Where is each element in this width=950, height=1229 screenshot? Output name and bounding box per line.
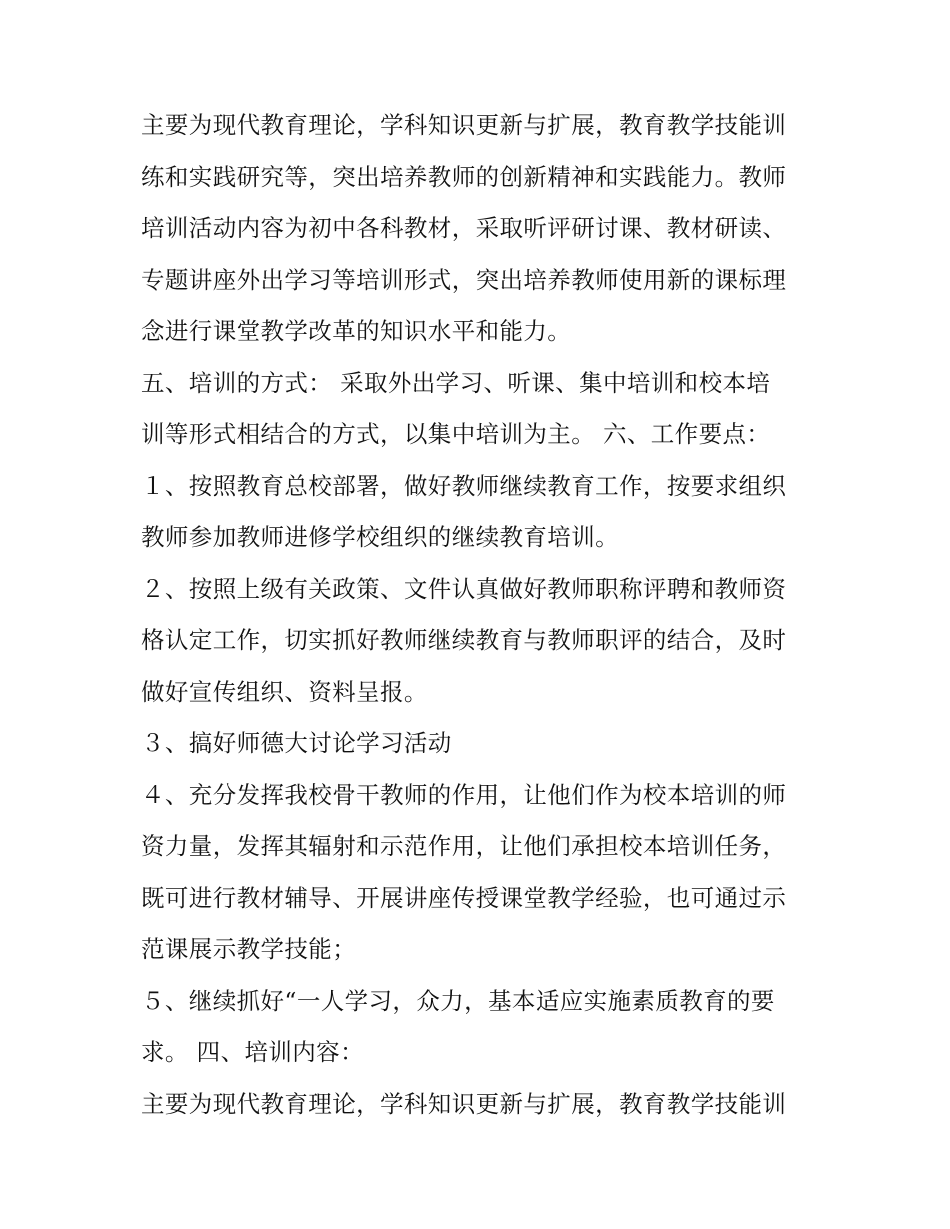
text-line: 主要为现代教育理论，学科知识更新与扩展，教育教学技能训	[141, 111, 787, 139]
section-heading-line: 五、培训的方式： 采取外出学习、听课、集中培训和校本培	[141, 368, 771, 397]
text-line: 念进行课堂教学改革的知识水平和能力。	[141, 317, 572, 345]
list-item-3: ３、搞好师德大讨论学习活动	[141, 729, 452, 757]
text-line: 既可进行教材辅导、开展讲座传授课堂教学经验，也可通过示	[141, 883, 787, 912]
text-line: 培训活动内容为初中各科教材，采取听评研讨课、教材研读、	[141, 214, 787, 242]
list-item-2: ２、按照上级有关政策、文件认真做好教师职称评聘和教师资	[141, 574, 787, 603]
document-body	[141, 100, 821, 1130]
text-line: 练和实践研究等，突出培养教师的创新精神和实践能力。教师	[141, 162, 787, 191]
text-line: 教师参加教师进修学校组织的继续教育培训。	[141, 523, 619, 551]
text-line: 求。 四、培训内容：	[141, 1038, 364, 1066]
text-line: 资力量，发挥其辐射和示范作用，让他们承担校本培训任务，	[141, 832, 787, 860]
list-item-5: ５、继续抓好“一人学习，众力，基本适应实施素质教育的要	[141, 986, 775, 1015]
text-line: 主要为现代教育理论，学科知识更新与扩展，教育教学技能训	[141, 1089, 787, 1118]
list-item-4: ４、充分发挥我校骨干教师的作用，让他们作为校本培训的师	[141, 780, 787, 809]
text-line: 训等形式相结合的方式，以集中培训为主。 六、工作要点：	[141, 420, 771, 448]
text-line: 格认定工作，切实抓好教师继续教育与教师职评的结合，及时	[141, 626, 787, 654]
text-line: 专题讲座外出学习等培训形式，突出培养教师使用新的课标理	[141, 265, 787, 294]
text-line: 范课展示教学技能；	[141, 935, 357, 963]
list-item-1: １、按照教育总校部署，做好教师继续教育工作，按要求组织	[141, 471, 787, 500]
text-line: 做好宣传组织、资料呈报。	[141, 677, 428, 706]
